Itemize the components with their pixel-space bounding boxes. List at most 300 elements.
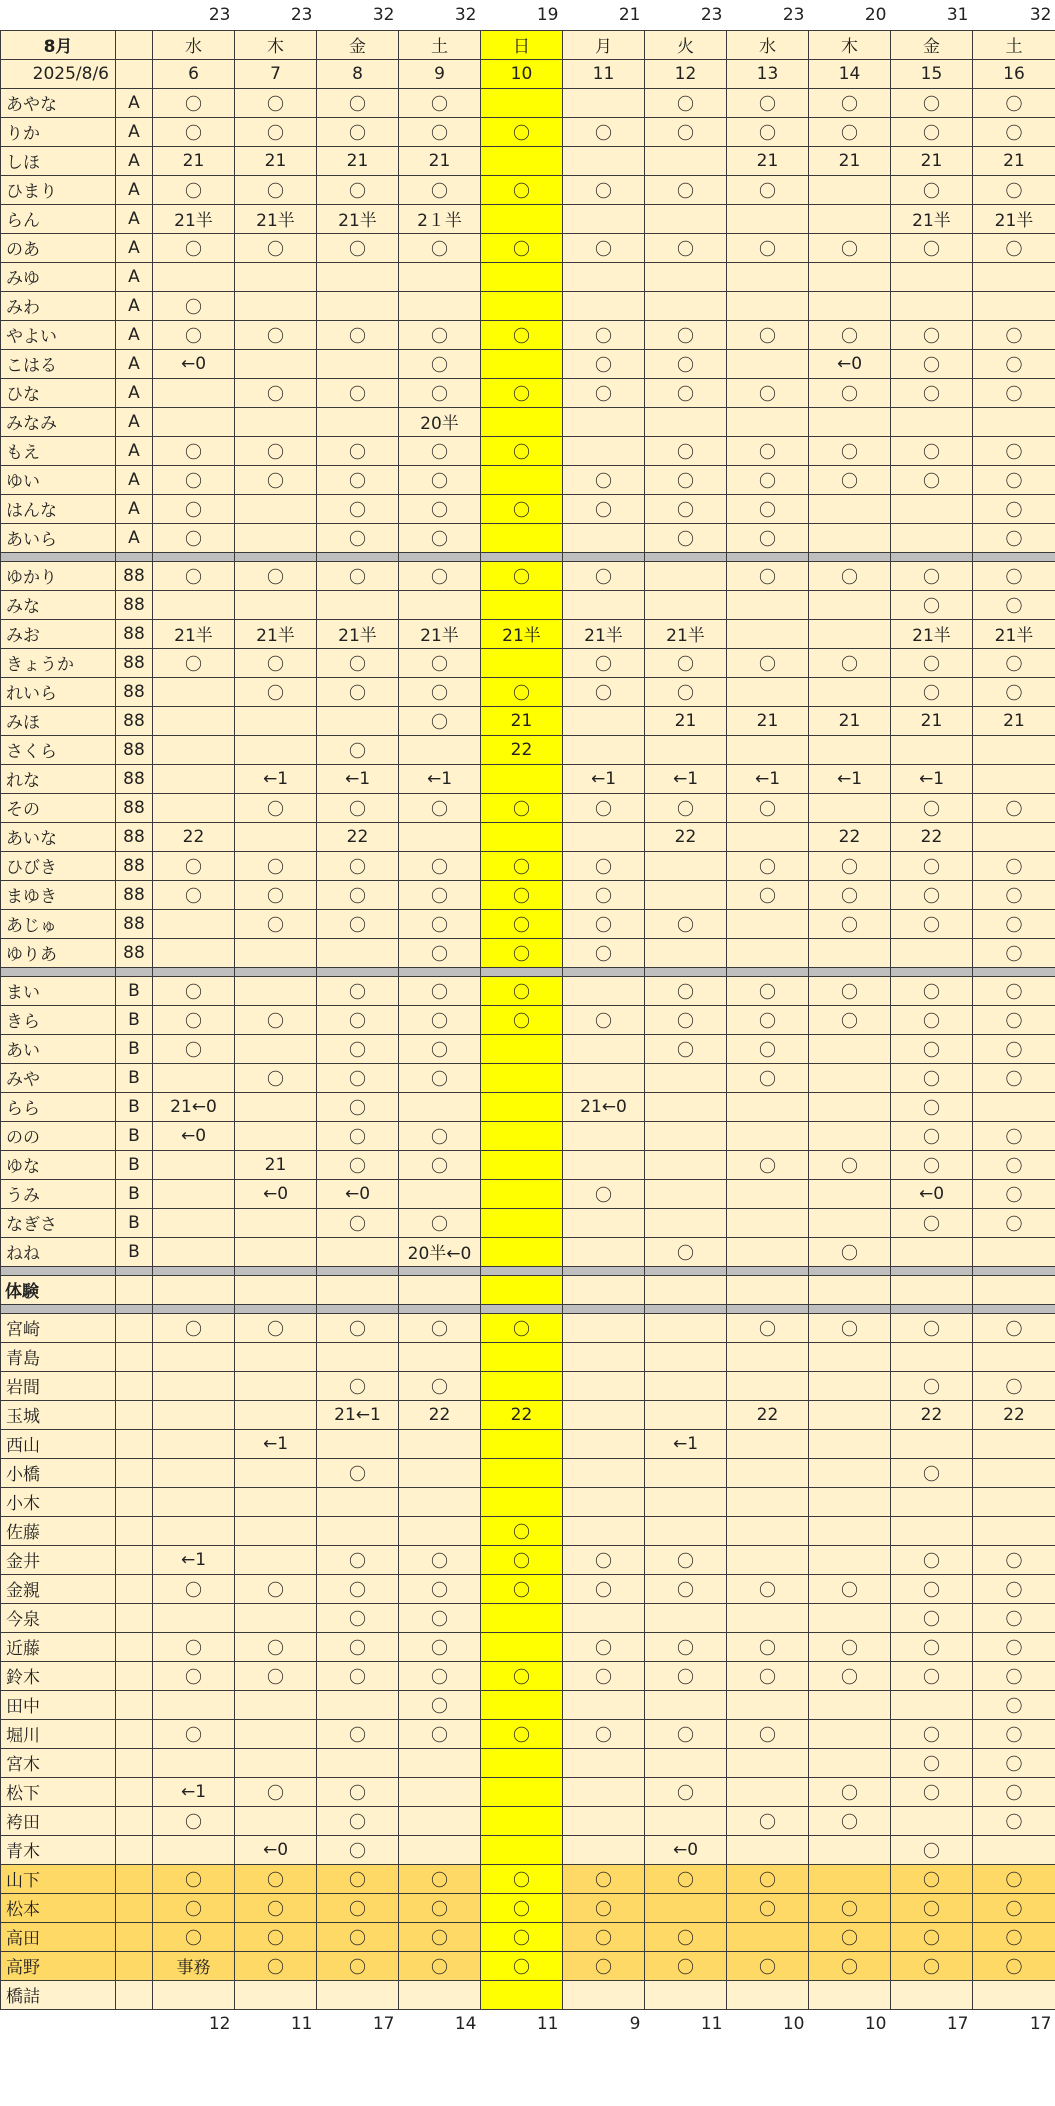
- shift-cell[interactable]: 〇: [399, 706, 481, 735]
- shift-cell[interactable]: [563, 976, 645, 1005]
- shift-cell[interactable]: 〇: [891, 1951, 973, 1980]
- shift-cell[interactable]: 〇: [973, 465, 1055, 494]
- shift-cell[interactable]: [481, 764, 563, 793]
- shift-cell[interactable]: 〇: [727, 117, 809, 146]
- shift-cell[interactable]: 〇: [727, 1893, 809, 1922]
- shift-cell[interactable]: [727, 1342, 809, 1371]
- group-code-cell[interactable]: 88: [116, 851, 153, 880]
- shift-cell[interactable]: [727, 1748, 809, 1777]
- shift-cell[interactable]: [563, 88, 645, 117]
- shift-cell[interactable]: 〇: [973, 1034, 1055, 1063]
- member-name-cell[interactable]: 青木: [1, 1835, 116, 1864]
- shift-cell[interactable]: [891, 1690, 973, 1719]
- shift-cell[interactable]: 〇: [891, 465, 973, 494]
- shift-cell[interactable]: 2１半: [399, 204, 481, 233]
- shift-cell[interactable]: 〇: [973, 1632, 1055, 1661]
- shift-cell[interactable]: 〇: [563, 117, 645, 146]
- member-name-cell[interactable]: みほ: [1, 706, 116, 735]
- shift-cell[interactable]: 〇: [317, 494, 399, 523]
- shift-cell[interactable]: [973, 262, 1055, 291]
- shift-cell[interactable]: 〇: [399, 909, 481, 938]
- shift-cell[interactable]: 〇: [973, 349, 1055, 378]
- shift-cell[interactable]: 〇: [153, 233, 235, 262]
- shift-cell[interactable]: 〇: [235, 561, 317, 590]
- weekday-cell[interactable]: 木: [809, 30, 891, 59]
- shift-cell[interactable]: [645, 262, 727, 291]
- shift-cell[interactable]: 〇: [891, 1063, 973, 1092]
- shift-cell[interactable]: 〇: [317, 1150, 399, 1179]
- shift-cell[interactable]: 〇: [317, 1661, 399, 1690]
- shift-cell[interactable]: [809, 1034, 891, 1063]
- top-count-cell[interactable]: 21: [563, 0, 645, 30]
- shift-cell[interactable]: 〇: [973, 1063, 1055, 1092]
- shift-cell[interactable]: 〇: [891, 349, 973, 378]
- shift-cell[interactable]: 〇: [153, 465, 235, 494]
- shift-cell[interactable]: [317, 1516, 399, 1545]
- shift-cell[interactable]: 21半: [399, 619, 481, 648]
- shift-cell[interactable]: 〇: [317, 1313, 399, 1342]
- shift-cell[interactable]: 〇: [399, 233, 481, 262]
- shift-cell[interactable]: 〇: [727, 233, 809, 262]
- shift-cell[interactable]: [891, 1980, 973, 2009]
- member-name-cell[interactable]: れな: [1, 764, 116, 793]
- group-code-cell[interactable]: [116, 1980, 153, 2009]
- shift-cell[interactable]: 〇: [317, 1063, 399, 1092]
- shift-cell[interactable]: [563, 590, 645, 619]
- shift-cell[interactable]: 〇: [399, 1922, 481, 1951]
- shift-cell[interactable]: [809, 938, 891, 967]
- shift-cell[interactable]: 〇: [973, 523, 1055, 552]
- member-name-cell[interactable]: 松本: [1, 1893, 116, 1922]
- shift-cell[interactable]: 〇: [153, 175, 235, 204]
- shift-cell[interactable]: [727, 1371, 809, 1400]
- group-code-cell[interactable]: 88: [116, 677, 153, 706]
- shift-cell[interactable]: [809, 1835, 891, 1864]
- shift-cell[interactable]: 〇: [153, 1922, 235, 1951]
- bottom-count-cell[interactable]: 14: [399, 2009, 481, 2039]
- shift-cell[interactable]: 〇: [809, 909, 891, 938]
- group-code-cell[interactable]: A: [116, 291, 153, 320]
- shift-cell[interactable]: [399, 735, 481, 764]
- bottom-count-cell[interactable]: 11: [481, 2009, 563, 2039]
- weekday-cell[interactable]: 金: [317, 30, 399, 59]
- shift-cell[interactable]: 〇: [563, 233, 645, 262]
- shift-cell[interactable]: [973, 291, 1055, 320]
- shift-cell[interactable]: 〇: [153, 1632, 235, 1661]
- shift-cell[interactable]: 〇: [891, 175, 973, 204]
- shift-cell[interactable]: [727, 1092, 809, 1121]
- shift-cell[interactable]: [727, 291, 809, 320]
- shift-cell[interactable]: 〇: [891, 1092, 973, 1121]
- group-code-cell[interactable]: 88: [116, 938, 153, 967]
- shift-cell[interactable]: 〇: [317, 1371, 399, 1400]
- member-name-cell[interactable]: 青島: [1, 1342, 116, 1371]
- weekday-cell[interactable]: 火: [645, 30, 727, 59]
- shift-cell[interactable]: 〇: [481, 1719, 563, 1748]
- shift-cell[interactable]: [809, 494, 891, 523]
- shift-cell[interactable]: [317, 1748, 399, 1777]
- shift-cell[interactable]: 〇: [317, 88, 399, 117]
- weekday-cell[interactable]: 月: [563, 30, 645, 59]
- shift-cell[interactable]: 〇: [973, 909, 1055, 938]
- shift-cell[interactable]: [153, 1603, 235, 1632]
- shift-cell[interactable]: [645, 1806, 727, 1835]
- shift-cell[interactable]: [645, 1893, 727, 1922]
- shift-cell[interactable]: [645, 1121, 727, 1150]
- shift-cell[interactable]: [481, 1342, 563, 1371]
- group-code-cell[interactable]: [116, 1777, 153, 1806]
- shift-cell[interactable]: 〇: [399, 1719, 481, 1748]
- shift-cell[interactable]: [235, 1342, 317, 1371]
- shift-cell[interactable]: 〇: [153, 320, 235, 349]
- shift-cell[interactable]: 〇: [645, 677, 727, 706]
- shift-cell[interactable]: 〇: [399, 1661, 481, 1690]
- shift-cell[interactable]: [481, 1275, 563, 1304]
- shift-cell[interactable]: [973, 1516, 1055, 1545]
- shift-cell[interactable]: [973, 407, 1055, 436]
- shift-cell[interactable]: [481, 1690, 563, 1719]
- shift-cell[interactable]: [317, 590, 399, 619]
- shift-cell[interactable]: 〇: [645, 233, 727, 262]
- member-name-cell[interactable]: ゆい: [1, 465, 116, 494]
- shift-cell[interactable]: 〇: [235, 88, 317, 117]
- shift-cell[interactable]: [153, 793, 235, 822]
- group-code-cell[interactable]: A: [116, 146, 153, 175]
- shift-cell[interactable]: [563, 1208, 645, 1237]
- shift-cell[interactable]: 〇: [891, 1632, 973, 1661]
- shift-cell[interactable]: [727, 1603, 809, 1632]
- shift-cell[interactable]: [399, 1487, 481, 1516]
- group-code-cell[interactable]: [116, 1922, 153, 1951]
- shift-cell[interactable]: [809, 1516, 891, 1545]
- shift-cell[interactable]: 〇: [973, 88, 1055, 117]
- shift-cell[interactable]: 〇: [399, 523, 481, 552]
- shift-cell[interactable]: ←1: [235, 1429, 317, 1458]
- shift-cell[interactable]: 〇: [317, 1893, 399, 1922]
- group-code-cell[interactable]: B: [116, 1237, 153, 1266]
- group-code-cell[interactable]: A: [116, 233, 153, 262]
- group-code-cell[interactable]: A: [116, 262, 153, 291]
- member-name-cell[interactable]: 宮木: [1, 1748, 116, 1777]
- shift-cell[interactable]: ←1: [235, 764, 317, 793]
- shift-cell[interactable]: [645, 1980, 727, 2009]
- shift-cell[interactable]: [727, 204, 809, 233]
- shift-cell[interactable]: 21: [727, 706, 809, 735]
- shift-cell[interactable]: [809, 1458, 891, 1487]
- shift-cell[interactable]: [481, 1208, 563, 1237]
- shift-cell[interactable]: 21←0: [153, 1092, 235, 1121]
- shift-cell[interactable]: 〇: [317, 1458, 399, 1487]
- group-code-cell[interactable]: [116, 1951, 153, 1980]
- shift-cell[interactable]: [235, 1400, 317, 1429]
- shift-cell[interactable]: 〇: [235, 1313, 317, 1342]
- member-name-cell[interactable]: ゆな: [1, 1150, 116, 1179]
- member-name-cell[interactable]: あい: [1, 1034, 116, 1063]
- group-code-cell[interactable]: A: [116, 378, 153, 407]
- shift-cell[interactable]: [727, 1121, 809, 1150]
- shift-cell[interactable]: [481, 465, 563, 494]
- shift-cell[interactable]: [973, 1092, 1055, 1121]
- shift-cell[interactable]: 〇: [481, 320, 563, 349]
- top-count-cell[interactable]: 23: [727, 0, 809, 30]
- shift-cell[interactable]: [809, 1545, 891, 1574]
- shift-cell[interactable]: 〇: [399, 1951, 481, 1980]
- shift-cell[interactable]: 〇: [891, 590, 973, 619]
- member-name-cell[interactable]: 西山: [1, 1429, 116, 1458]
- shift-cell[interactable]: 〇: [235, 1893, 317, 1922]
- shift-cell[interactable]: 〇: [235, 1951, 317, 1980]
- shift-cell[interactable]: 〇: [317, 1545, 399, 1574]
- shift-cell[interactable]: [727, 1980, 809, 2009]
- shift-cell[interactable]: 〇: [399, 1371, 481, 1400]
- member-name-cell[interactable]: りか: [1, 117, 116, 146]
- shift-cell[interactable]: 21: [809, 706, 891, 735]
- shift-cell[interactable]: [481, 1458, 563, 1487]
- shift-cell[interactable]: 〇: [235, 1864, 317, 1893]
- shift-cell[interactable]: 〇: [563, 1545, 645, 1574]
- shift-cell[interactable]: [727, 1237, 809, 1266]
- shift-cell[interactable]: [645, 1603, 727, 1632]
- shift-cell[interactable]: [563, 1748, 645, 1777]
- shift-cell[interactable]: 〇: [973, 1150, 1055, 1179]
- shift-cell[interactable]: 〇: [317, 677, 399, 706]
- group-code-cell[interactable]: 88: [116, 764, 153, 793]
- shift-cell[interactable]: 〇: [481, 1661, 563, 1690]
- shift-cell[interactable]: 〇: [973, 976, 1055, 1005]
- shift-cell[interactable]: [153, 1400, 235, 1429]
- bottom-count-cell[interactable]: 17: [973, 2009, 1055, 2039]
- shift-cell[interactable]: 〇: [317, 561, 399, 590]
- shift-cell[interactable]: [891, 938, 973, 967]
- shift-cell[interactable]: [727, 822, 809, 851]
- shift-cell[interactable]: 〇: [891, 1777, 973, 1806]
- shift-cell[interactable]: [481, 1632, 563, 1661]
- shift-cell[interactable]: [973, 764, 1055, 793]
- group-code-cell[interactable]: [116, 1574, 153, 1603]
- shift-cell[interactable]: 〇: [481, 1574, 563, 1603]
- shift-cell[interactable]: 〇: [317, 909, 399, 938]
- shift-cell[interactable]: [235, 523, 317, 552]
- shift-cell[interactable]: 〇: [973, 938, 1055, 967]
- shift-cell[interactable]: [809, 1371, 891, 1400]
- bottom-count-cell[interactable]: 17: [317, 2009, 399, 2039]
- shift-cell[interactable]: 〇: [399, 1121, 481, 1150]
- shift-cell[interactable]: 〇: [973, 1777, 1055, 1806]
- shift-cell[interactable]: ←0: [809, 349, 891, 378]
- group-code-cell[interactable]: [116, 1545, 153, 1574]
- shift-cell[interactable]: 〇: [973, 1121, 1055, 1150]
- shift-cell[interactable]: 〇: [809, 1893, 891, 1922]
- shift-cell[interactable]: 〇: [645, 648, 727, 677]
- shift-cell[interactable]: 〇: [481, 436, 563, 465]
- shift-cell[interactable]: 〇: [809, 561, 891, 590]
- shift-cell[interactable]: 〇: [481, 378, 563, 407]
- shift-cell[interactable]: 〇: [727, 378, 809, 407]
- member-name-cell[interactable]: ねね: [1, 1237, 116, 1266]
- shift-cell[interactable]: 〇: [727, 436, 809, 465]
- shift-cell[interactable]: 〇: [399, 561, 481, 590]
- shift-cell[interactable]: 〇: [481, 938, 563, 967]
- shift-cell[interactable]: 〇: [727, 1313, 809, 1342]
- shift-cell[interactable]: [317, 349, 399, 378]
- shift-cell[interactable]: [727, 619, 809, 648]
- shift-cell[interactable]: [235, 938, 317, 967]
- shift-cell[interactable]: [153, 590, 235, 619]
- shift-cell[interactable]: 21半: [481, 619, 563, 648]
- shift-cell[interactable]: 〇: [399, 1864, 481, 1893]
- group-code-cell[interactable]: A: [116, 320, 153, 349]
- member-name-cell[interactable]: あやな: [1, 88, 116, 117]
- shift-cell[interactable]: 〇: [973, 1574, 1055, 1603]
- group-code-cell[interactable]: 88: [116, 590, 153, 619]
- shift-cell[interactable]: [809, 407, 891, 436]
- shift-cell[interactable]: [891, 1342, 973, 1371]
- shift-cell[interactable]: [563, 1150, 645, 1179]
- shift-cell[interactable]: 21半: [317, 619, 399, 648]
- shift-cell[interactable]: 〇: [563, 677, 645, 706]
- shift-cell[interactable]: [153, 1516, 235, 1545]
- shift-cell[interactable]: [235, 1121, 317, 1150]
- shift-cell[interactable]: [235, 1458, 317, 1487]
- shift-cell[interactable]: 〇: [317, 851, 399, 880]
- shift-cell[interactable]: 〇: [645, 793, 727, 822]
- shift-cell[interactable]: 〇: [481, 1545, 563, 1574]
- shift-cell[interactable]: [235, 735, 317, 764]
- shift-cell[interactable]: [727, 1208, 809, 1237]
- shift-cell[interactable]: ←1: [399, 764, 481, 793]
- shift-cell[interactable]: [809, 1690, 891, 1719]
- shift-cell[interactable]: 〇: [891, 1005, 973, 1034]
- shift-cell[interactable]: [153, 1275, 235, 1304]
- shift-cell[interactable]: 〇: [563, 880, 645, 909]
- shift-cell[interactable]: 〇: [235, 1661, 317, 1690]
- shift-cell[interactable]: 21半: [891, 619, 973, 648]
- shift-cell[interactable]: 〇: [399, 436, 481, 465]
- shift-cell[interactable]: [809, 1400, 891, 1429]
- shift-cell[interactable]: 〇: [399, 677, 481, 706]
- shift-cell[interactable]: 〇: [891, 1545, 973, 1574]
- shift-cell[interactable]: 〇: [317, 1806, 399, 1835]
- shift-cell[interactable]: [563, 822, 645, 851]
- shift-cell[interactable]: 〇: [153, 648, 235, 677]
- shift-cell[interactable]: 〇: [399, 175, 481, 204]
- shift-cell[interactable]: [153, 1487, 235, 1516]
- shift-cell[interactable]: [563, 407, 645, 436]
- shift-cell[interactable]: [317, 291, 399, 320]
- shift-cell[interactable]: [645, 204, 727, 233]
- shift-cell[interactable]: 〇: [317, 117, 399, 146]
- shift-cell[interactable]: 〇: [891, 793, 973, 822]
- shift-cell[interactable]: 〇: [481, 175, 563, 204]
- shift-cell[interactable]: 〇: [235, 1632, 317, 1661]
- day-number-cell[interactable]: 13: [727, 59, 809, 88]
- shift-cell[interactable]: [645, 1342, 727, 1371]
- shift-cell[interactable]: [235, 349, 317, 378]
- shift-cell[interactable]: 〇: [563, 1574, 645, 1603]
- member-name-cell[interactable]: 山下: [1, 1864, 116, 1893]
- shift-cell[interactable]: 〇: [317, 735, 399, 764]
- shift-cell[interactable]: 〇: [891, 1661, 973, 1690]
- shift-cell[interactable]: 21: [317, 146, 399, 175]
- member-name-cell[interactable]: 宮崎: [1, 1313, 116, 1342]
- shift-cell[interactable]: [809, 735, 891, 764]
- shift-cell[interactable]: [809, 1208, 891, 1237]
- shift-cell[interactable]: 〇: [973, 561, 1055, 590]
- shift-cell[interactable]: 〇: [891, 561, 973, 590]
- shift-cell[interactable]: [727, 1922, 809, 1951]
- group-code-cell[interactable]: [116, 1835, 153, 1864]
- shift-cell[interactable]: [235, 706, 317, 735]
- shift-cell[interactable]: 〇: [809, 1574, 891, 1603]
- shift-cell[interactable]: [399, 1179, 481, 1208]
- shift-cell[interactable]: 〇: [563, 1632, 645, 1661]
- group-code-cell[interactable]: [116, 1748, 153, 1777]
- shift-cell[interactable]: [891, 407, 973, 436]
- shift-cell[interactable]: 〇: [235, 909, 317, 938]
- shift-cell[interactable]: [481, 88, 563, 117]
- shift-cell[interactable]: 21半: [563, 619, 645, 648]
- member-name-cell[interactable]: 袴田: [1, 1806, 116, 1835]
- shift-cell[interactable]: [153, 706, 235, 735]
- shift-cell[interactable]: 〇: [645, 1864, 727, 1893]
- group-code-cell[interactable]: [116, 1661, 153, 1690]
- shift-cell[interactable]: [481, 204, 563, 233]
- shift-cell[interactable]: 〇: [563, 465, 645, 494]
- member-name-cell[interactable]: みお: [1, 619, 116, 648]
- shift-cell[interactable]: [645, 1208, 727, 1237]
- shift-cell[interactable]: [727, 1487, 809, 1516]
- shift-cell[interactable]: [153, 1980, 235, 2009]
- shift-cell[interactable]: [727, 735, 809, 764]
- shift-cell[interactable]: 〇: [317, 793, 399, 822]
- shift-cell[interactable]: [809, 204, 891, 233]
- shift-cell[interactable]: 〇: [645, 1777, 727, 1806]
- shift-cell[interactable]: [563, 1806, 645, 1835]
- shift-cell[interactable]: 〇: [563, 561, 645, 590]
- shift-cell[interactable]: 〇: [891, 117, 973, 146]
- shift-cell[interactable]: 〇: [317, 1034, 399, 1063]
- shift-cell[interactable]: [809, 262, 891, 291]
- shift-cell[interactable]: [481, 1092, 563, 1121]
- shift-cell[interactable]: 〇: [399, 1150, 481, 1179]
- shift-cell[interactable]: [235, 1545, 317, 1574]
- shift-cell[interactable]: 〇: [891, 233, 973, 262]
- shift-cell[interactable]: [235, 1208, 317, 1237]
- shift-cell[interactable]: 〇: [809, 117, 891, 146]
- shift-cell[interactable]: [317, 1275, 399, 1304]
- shift-cell[interactable]: 〇: [973, 1208, 1055, 1237]
- shift-cell[interactable]: 21半: [645, 619, 727, 648]
- shift-cell[interactable]: 〇: [727, 851, 809, 880]
- shift-cell[interactable]: 〇: [399, 1545, 481, 1574]
- shift-cell[interactable]: [645, 1275, 727, 1304]
- shift-cell[interactable]: [809, 1487, 891, 1516]
- shift-cell[interactable]: [973, 1487, 1055, 1516]
- shift-cell[interactable]: [891, 1429, 973, 1458]
- shift-cell[interactable]: 〇: [317, 1719, 399, 1748]
- shift-cell[interactable]: [153, 378, 235, 407]
- shift-cell[interactable]: 〇: [809, 1777, 891, 1806]
- group-code-cell[interactable]: 88: [116, 735, 153, 764]
- shift-cell[interactable]: 〇: [481, 909, 563, 938]
- shift-cell[interactable]: 〇: [235, 465, 317, 494]
- shift-cell[interactable]: 〇: [399, 648, 481, 677]
- shift-cell[interactable]: [399, 262, 481, 291]
- bottom-count-cell[interactable]: 11: [235, 2009, 317, 2039]
- shift-cell[interactable]: [481, 1980, 563, 2009]
- shift-cell[interactable]: 〇: [153, 561, 235, 590]
- shift-cell[interactable]: 〇: [727, 494, 809, 523]
